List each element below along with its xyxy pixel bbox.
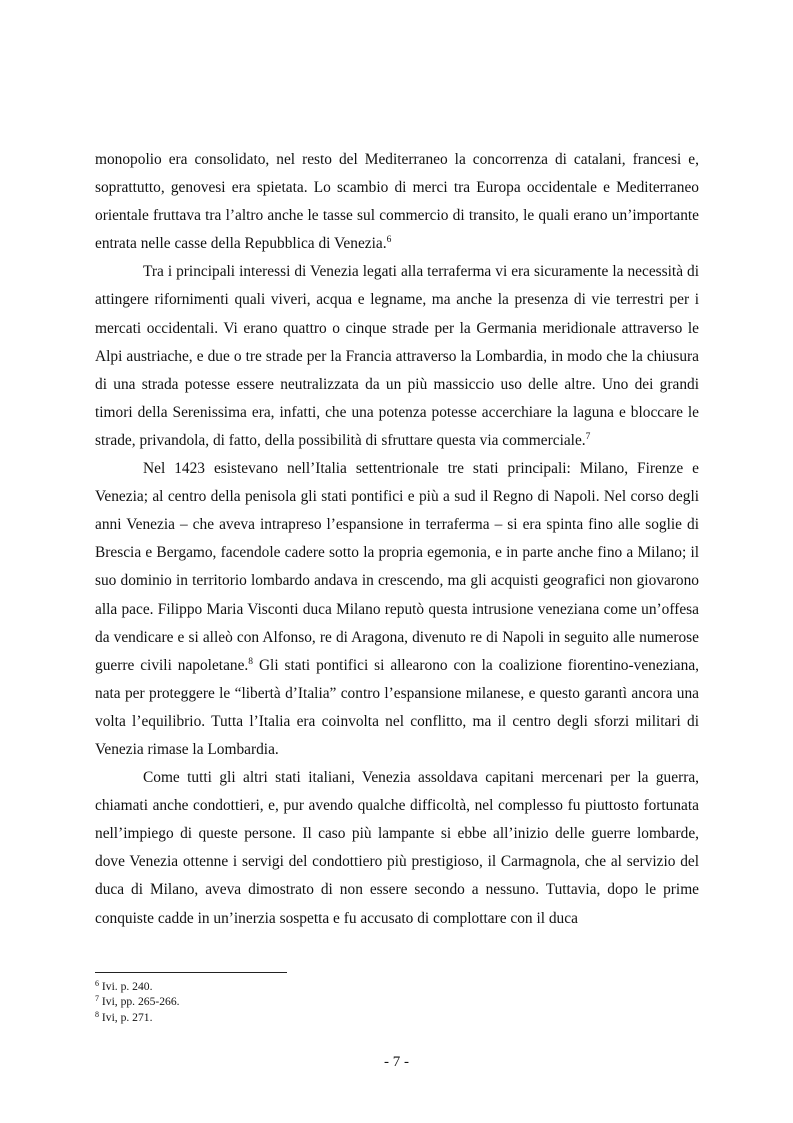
paragraph-text: Tra i principali interessi di Venezia legati alla terraferma vi era sicuramente la necessità di attingere rifornimenti quali viveri, acqua e legname, ma anche la presenza di vie terrestri per i mercati occidentali. Vi erano quattro o cinque strade per la Germania meridionale attraverso le Alpi austriache, e due o tre strade per la Francia attraverso la Lombardia, in modo che la chiusura di una strada potesse essere neutralizzata da un più massiccio uso delle altre. Uno dei grandi timori della Serenissima era, infatti, che una potenza potesse accerchiare la laguna e bloccare le strade, privandola, di fatto, della possibilità di sfruttare questa via commerciale. bbox=[95, 263, 699, 449]
footnote-8 bbox=[95, 1010, 495, 1025]
footnote-text: Ivi, p. 271. bbox=[101, 1010, 153, 1024]
footnote-7 bbox=[95, 994, 495, 1009]
footnote-number: 8 bbox=[95, 1009, 99, 1019]
footnote-6 bbox=[95, 979, 495, 994]
footnote-text: Ivi, pp. 265-266. bbox=[101, 995, 180, 1009]
page-number: - 7 - bbox=[384, 1054, 409, 1070]
paragraph-1 bbox=[95, 146, 699, 258]
footnote-ref-8: 8 bbox=[248, 656, 254, 667]
paragraph-text: monopolio era consolidato, nel resto del Mediterraneo la concorrenza di catalani, francesi e, soprattutto, genovesi era spietata. Lo scambio di merci tra Europa occidentale e Mediterraneo orientale fruttava tra l’altro anche le tasse sul commercio di transito, le quali erano un’importante entrata nelle casse della Repubblica di Venezia. bbox=[95, 151, 699, 253]
footnote-number: 6 bbox=[95, 979, 99, 988]
paragraph-3 bbox=[95, 455, 699, 764]
footnote-text: Ivi. p. 240. bbox=[101, 980, 153, 993]
footnote-number: 7 bbox=[95, 994, 99, 1004]
paragraph-text: Come tutti gli altri stati italiani, Venezia assoldava capitani mercenari per la guerra, chiamati anche condottieri, e, pur avendo qualche difficoltà, nel complesso fu piuttosto fortunata nell’impiego di queste persone. Il caso più lampante si ebbe all’inizio delle guerre lombarde, dove Venezia ottenne i servigi del condottiero più prestigioso, il Carmagnola, che al servizio del duca di Milano, aveva dimostrato di non essere secondo a nessuno. Tuttavia, dopo le prime conquiste cadde in un’inerzia sospetta e fu accusato di complottare con il duca bbox=[95, 769, 699, 927]
paragraph-4 bbox=[95, 764, 699, 933]
footnote-ref-7: 7 bbox=[585, 431, 591, 442]
footnote-separator bbox=[95, 972, 287, 973]
body-text bbox=[95, 146, 699, 933]
paragraph-2 bbox=[95, 258, 699, 455]
paragraph-text: Nel 1423 esistevano nell’Italia settentrionale tre stati principali: Milano, Firenze e Venezia; al centro della penisola gli stati pontifici e più a sud il Regno di Napoli. Nel corso degli anni Venezia – che aveva intrapreso l’espansione in terraferma – si era spinta fino alle soglie di Brescia e Bergamo, facendole cadere sotto la propria egemonia, e in parte anche fino a Milano; il suo dominio in territorio lombardo andava in crescendo, ma gli acquisti geografici non giovarono alla pace. Filippo Maria Visconti duca Milano reputò questa intrusione veneziana come un’offesa da vendicare e si alleò con Alfonso, re di Aragona, divenuto re di Napoli in seguito alle numerose guerre civili napoletane. bbox=[95, 460, 699, 674]
paragraph-text-continued: Gli stati pontifici si allearono con la coalizione fiorentino-veneziana, nata per proteggere le “libertà d’Italia” contro l’espansione milanese, e questo garantì ancora una volta l’equilibrio. Tutta l’Italia era coinvolta nel conflitto, ma il centro degli sforzi militari di Venezia rimase la Lombardia. bbox=[95, 656, 699, 758]
footnote-ref-6: 6 bbox=[386, 235, 392, 246]
footnotes bbox=[95, 979, 495, 1025]
